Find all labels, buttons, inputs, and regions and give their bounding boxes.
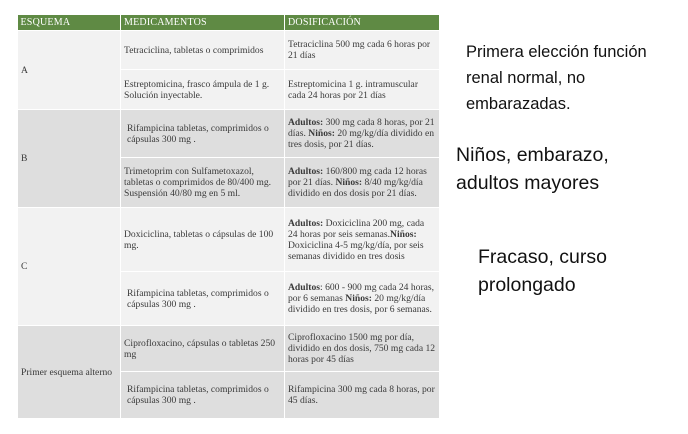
dose-cell (285, 272, 440, 326)
header-dosificacion: DOSIFICACIÓN (285, 15, 440, 31)
dose-cell: Ciprofloxacino 1500 mg por día, dividido en dos dosis, 750 mg cada 12 horas por 45 días (285, 326, 440, 372)
medication-cell: Tetraciclina, tabletas o comprimidos (121, 31, 285, 70)
note-line: embarazadas. (466, 95, 571, 113)
note-line: Fracaso, curso (478, 246, 607, 268)
dose-children-label: Niños: (345, 293, 372, 304)
note-line: prolongado (478, 274, 576, 296)
dose-adults-text: 160/800 mg cada 12 horas por 21 días. (288, 166, 427, 188)
dose-cell: Estreptomicina 1 g. intramuscular cada 24 horas por 21 días (285, 70, 440, 110)
table-row (18, 110, 440, 158)
group-b-label: B (18, 110, 121, 208)
table-header (18, 15, 440, 31)
table-row (18, 208, 440, 272)
note-line: renal normal, no (466, 69, 586, 87)
dose-children-text: Doxiciclina 4-5 mg/kg/día, por seis semanas dividido en tres dosis (288, 239, 424, 262)
dose-cell (285, 110, 440, 158)
dose-cell: Rifampicina 300 mg cada 8 horas, por 45 días. (285, 372, 440, 419)
note-failure (478, 243, 607, 299)
dose-children-text: 20 mg/kg/día dividido en tres dosis, por 21 días. (288, 128, 435, 150)
dose-cell (285, 208, 440, 272)
dose-adults-text: : 600 - 900 mg cada 24 horas, por 6 semanas (288, 282, 435, 304)
dose-cell (285, 158, 440, 208)
dose-children-text: 8/40 mg/kg/día dividido en dos dosis por 21 días. (288, 177, 423, 199)
dose-adults-label: Adultos: (288, 166, 324, 177)
note-first-choice (466, 39, 647, 117)
medication-cell: Rifampicina tabletas, comprimidos o cápsulas 300 mg . (121, 372, 285, 419)
dose-adults-label: Adultos: (288, 217, 324, 229)
note-line: Primera elección función (466, 43, 647, 61)
group-d-label: Primer esquema alterno (18, 326, 121, 419)
group-c-label: C (18, 208, 121, 326)
dose-children-label: Niños: (308, 128, 335, 139)
dose-children-label: Niños: (335, 177, 363, 188)
medication-cell: Estreptomicina, frasco ámpula de 1 g. Solución inyectable. (121, 70, 285, 110)
header-medicamentos: MEDICAMENTOS (121, 15, 285, 31)
medication-cell: Ciprofloxacino, cápsulas o tabletas 250 mg (121, 326, 285, 372)
dose-adults-text: Doxiciclina 200 mg, cada 24 horas por seis semanas. (288, 217, 425, 240)
medication-cell: Doxiciclina, tabletas o cápsulas de 100 mg. (121, 208, 285, 272)
table-row (18, 31, 440, 70)
medication-cell: Rifampicina tabletas, comprimidos o cápsulas 300 mg . (121, 110, 285, 158)
header-esquema: ESQUEMA (18, 15, 121, 31)
dose-adults-text: 300 mg cada 8 horas, por 21 días. (288, 117, 435, 139)
medication-cell: Trimetoprim con Sulfametoxazol, tabletas o comprimidos de 80/400 mg. Suspensión 40/80 mg en 5 ml. (121, 158, 285, 208)
note-line: adultos mayores (456, 172, 600, 194)
dose-adults-label: Adultos: (288, 117, 324, 128)
group-a-label: A (18, 31, 121, 110)
note-children-pregnancy (456, 141, 609, 197)
dose-children-text: 20 mg/kg/día dividido en tres dosis, por 6 semanas. (288, 293, 432, 315)
medication-cell: Rifampicina tabletas, comprimidos o cápsulas 300 mg . (121, 272, 285, 326)
dose-adults-label: Adultos (288, 282, 320, 293)
dose-cell: Tetraciclina 500 mg cada 6 horas por 21 días (285, 31, 440, 70)
note-line: Niños, embarazo, (456, 144, 609, 166)
dose-children-label: Niños: (390, 228, 417, 240)
treatment-table (17, 15, 440, 419)
table-row (18, 326, 440, 372)
